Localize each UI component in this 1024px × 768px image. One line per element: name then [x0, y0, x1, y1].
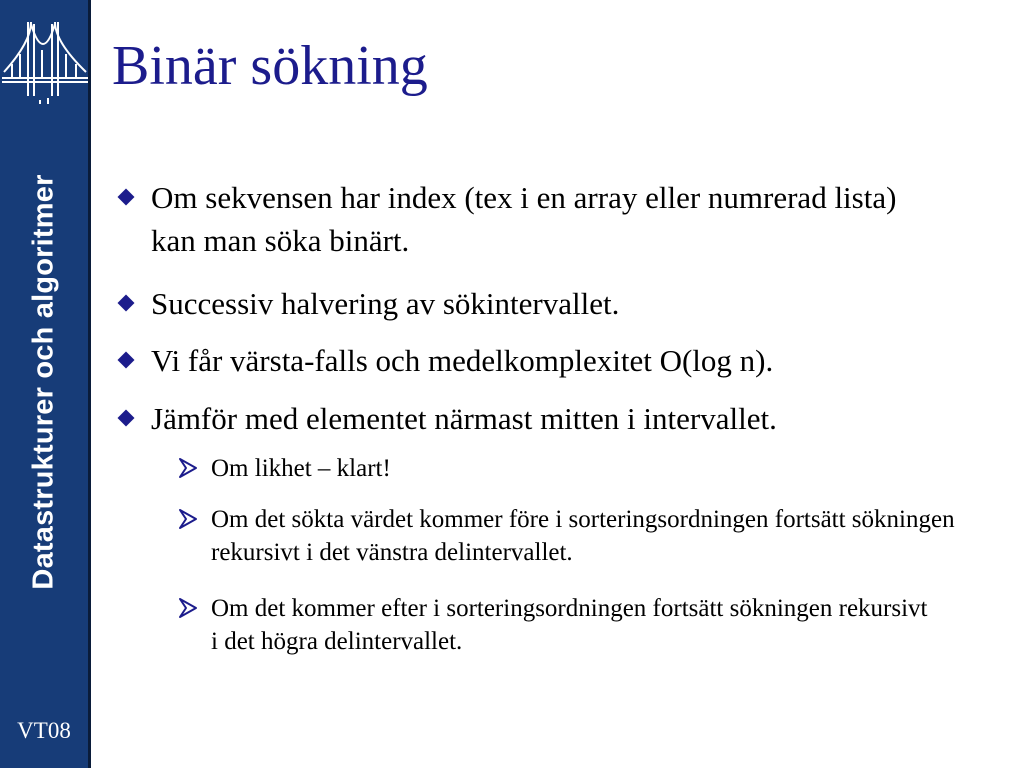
arrow-bullet-icon — [178, 456, 200, 480]
bullet-item — [151, 282, 971, 325]
sub-bullet-text: Om det kommer efter i sorteringsordningen fortsätt sökningen rekursivt i det högra delintervallet. — [211, 595, 928, 655]
sidebar — [0, 0, 88, 768]
bullet-text: Successiv halvering av sökintervallet. — [151, 286, 620, 321]
bullet-item — [151, 397, 1001, 440]
sub-bullet-item — [211, 503, 986, 569]
bridge-icon — [2, 14, 88, 106]
bullet-text: Jämför med elementet närmast mitten i intervallet. — [151, 401, 777, 436]
arrow-bullet-icon — [178, 507, 200, 531]
diamond-bullet-icon — [118, 410, 135, 427]
bullet-item — [151, 339, 1001, 382]
diamond-bullet-icon — [118, 295, 135, 312]
bullet-text: Om sekvensen har index (tex i en array eller numrerad lista) kan man söka binärt. — [151, 180, 897, 258]
sub-bullet-item — [211, 592, 931, 658]
sidebar-edge — [88, 0, 91, 768]
diamond-bullet-icon — [118, 352, 135, 369]
arrow-bullet-icon — [178, 596, 200, 620]
diamond-bullet-icon — [118, 189, 135, 206]
course-title: Datastrukturer och algoritmer — [27, 174, 60, 590]
slide-title: Binär sökning — [112, 35, 428, 97]
sub-bullet-text: Om det sökta värdet kommer före i sorteringsordningen fortsätt sökningen rekursivt i det vänstra delintervallet. — [211, 506, 955, 566]
sub-bullet-text: Om likhet – klart! — [211, 455, 391, 482]
bullet-text: Vi får värsta-falls och medelkomplexitet O(log n). — [151, 343, 774, 378]
sub-bullet-item — [211, 452, 991, 485]
bullet-item — [151, 176, 911, 262]
term-label: VT08 — [17, 718, 71, 743]
